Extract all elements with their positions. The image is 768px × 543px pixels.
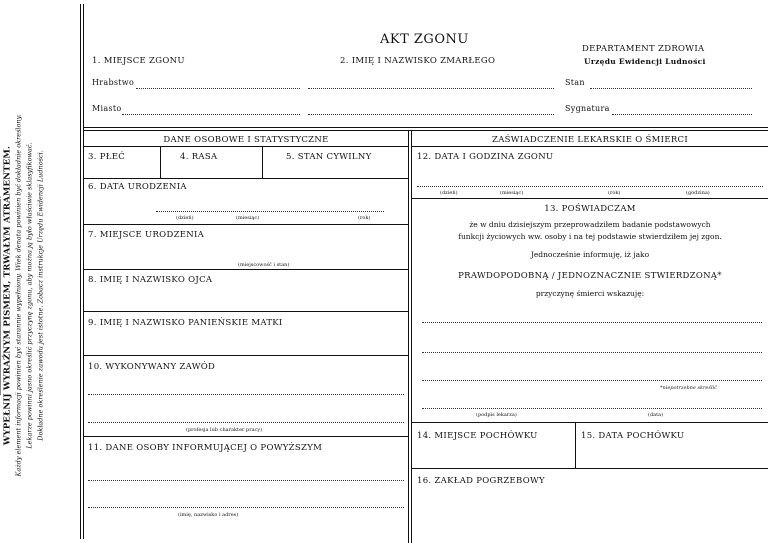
row-rule-3: [84, 178, 408, 179]
deceased-name-input-2[interactable]: [308, 114, 554, 115]
field-4-divider: [262, 147, 263, 178]
death-datetime-input[interactable]: [417, 186, 763, 187]
field-5-label: 5. STAN CYWILNY: [286, 152, 372, 162]
field-8-label: 8. IMIĘ I NAZWISKO OJCA: [88, 275, 213, 285]
profession-input-1[interactable]: [88, 394, 404, 395]
margin-rule-1: [80, 4, 81, 539]
right-section-title: ZAŚWIADCZENIE LEKARSKIE O ŚMIERCI: [492, 135, 688, 145]
doctor-signature-input[interactable]: [422, 408, 762, 409]
margin-instruction: WYPEŁNIJ WYRAŹNYM PISMEM, TRWAŁYM ATRAMENTEM.: [2, 145, 13, 446]
margin-note-1: Każdy element informacji powinien być starannie wypełniony. Wiek denata powinien być dokładnie określony.: [14, 114, 23, 477]
field-4-label: 4. RASA: [180, 152, 218, 162]
row-rule-13: [412, 422, 768, 423]
state-label: Stan: [565, 78, 585, 87]
column-divider-1: [408, 131, 409, 543]
field-11-label: 11. DANE OSOBY INFORMUJĄCEJ O POWYŻSZYM: [88, 443, 323, 453]
informant-input-1[interactable]: [88, 480, 404, 481]
header-rule-2: [84, 130, 768, 131]
state-input[interactable]: [590, 88, 752, 89]
field-2-label: 2. IMIĘ I NAZWISKO ZMARŁEGO: [340, 56, 496, 66]
certification-line-5: przyczynę śmierci wskazuję:: [535, 289, 645, 298]
certification-cause-type: PRAWDOPODOBNĄ / JEDNOZNACZNIE STWIERDZONĄ*: [458, 271, 722, 281]
field-6-label: 6. DATA URODZENIA: [88, 182, 187, 192]
field-1-label: 1. MIEJSCE ZGONU: [92, 56, 185, 66]
county-input[interactable]: [136, 88, 300, 89]
left-section-title: DANE OSOBOWE I STATYSTYCZNE: [163, 135, 329, 145]
certification-line-2: funkcji życiowych ww. osoby i na tej podstawie stwierdziłem jej zgon.: [458, 232, 722, 241]
county-label: Hrabstwo: [92, 78, 135, 87]
field-15-label: 15. DATA POCHÓWKU: [581, 431, 685, 441]
row-rule-12: [412, 198, 768, 199]
column-divider-2: [411, 131, 412, 543]
field-9-label: 9. IMIĘ I NAZWISKO PANIEŃSKIE MATKI: [88, 318, 283, 328]
row-rule-6: [84, 224, 408, 225]
row-rule-15: [412, 468, 768, 469]
certification-line-3: Jednocześnie informuję, iż jako: [530, 250, 650, 259]
form-title: AKT ZGONU: [380, 32, 469, 47]
row-rule-7: [84, 269, 408, 270]
cause-of-death-input-1[interactable]: [422, 322, 762, 323]
birth-day-caption: (dzień): [176, 215, 194, 221]
field-7-label: 7. MIEJSCE URODZENIA: [88, 230, 205, 240]
birth-date-input[interactable]: [156, 211, 384, 212]
informant-input-2[interactable]: [88, 507, 404, 508]
doctor-signature-caption: (podpis lekarza): [476, 412, 517, 418]
margin-note-3: Dokładne określenie zawodu jest istotne. Zobacz instrukcje Urzędu Ewidencji Ludności.: [36, 150, 45, 441]
cause-of-death-input-2[interactable]: [422, 352, 762, 353]
field-3-divider: [160, 147, 161, 178]
profession-input-2[interactable]: [88, 422, 404, 423]
city-input[interactable]: [122, 114, 300, 115]
birth-place-caption: (miejscowość i stan): [238, 262, 290, 268]
birth-year-caption: (rok): [358, 215, 371, 221]
death-year-caption: (rok): [608, 190, 621, 196]
row-rule-9: [84, 355, 408, 356]
field-13-label: 13. POŚWIADCZAM: [544, 204, 636, 214]
header-rule-1: [84, 127, 768, 128]
field-14-label: 14. MIEJSCE POCHÓWKU: [417, 431, 538, 441]
city-label: Miasto: [92, 104, 122, 113]
field-14-divider: [575, 423, 576, 468]
informant-caption: (imię, nazwisko i adres): [178, 512, 239, 518]
office-name: Urzędu Ewidencji Ludności: [584, 57, 706, 66]
margin-note-2: Lekarze powinni jasno określić przyczynę zgonu, aby można ją było właściwie sklasyfikować.: [25, 142, 34, 449]
row-rule-8: [84, 311, 408, 312]
field-3-label: 3. PŁEĆ: [88, 152, 126, 162]
certification-line-1: że w dniu dzisiejszym przeprowadziłem badanie podstawowych: [469, 220, 711, 229]
department-name: DEPARTAMENT ZDROWIA: [582, 44, 705, 54]
death-day-caption: (dzień): [440, 190, 458, 196]
right-title-rule: [412, 146, 768, 147]
row-rule-10: [84, 436, 408, 437]
field-16-label: 16. ZAKŁAD POGRZEBOWY: [417, 476, 545, 486]
field-12-label: 12. DATA I GODZINA ZGONU: [417, 152, 554, 162]
death-hour-caption: (godzina): [686, 190, 710, 196]
deceased-name-input[interactable]: [308, 88, 554, 89]
death-month-caption: (miesiąc): [500, 190, 524, 196]
birth-month-caption: (miesiąc): [236, 215, 260, 221]
margin-instructions: [0, 81, 47, 511]
signature-input[interactable]: [612, 114, 752, 115]
strike-note: *niepotrzebne skreślić: [660, 385, 717, 391]
profession-caption: (profesja lub charakter pracy): [186, 427, 263, 433]
certification-date-caption: (data): [648, 412, 664, 418]
field-10-label: 10. WYKONYWANY ZAWÓD: [88, 362, 216, 372]
signature-label: Sygnatura: [565, 104, 610, 113]
cause-of-death-input-3[interactable]: [422, 380, 762, 381]
left-title-rule: [84, 146, 408, 147]
margin-rule-2: [83, 4, 84, 539]
